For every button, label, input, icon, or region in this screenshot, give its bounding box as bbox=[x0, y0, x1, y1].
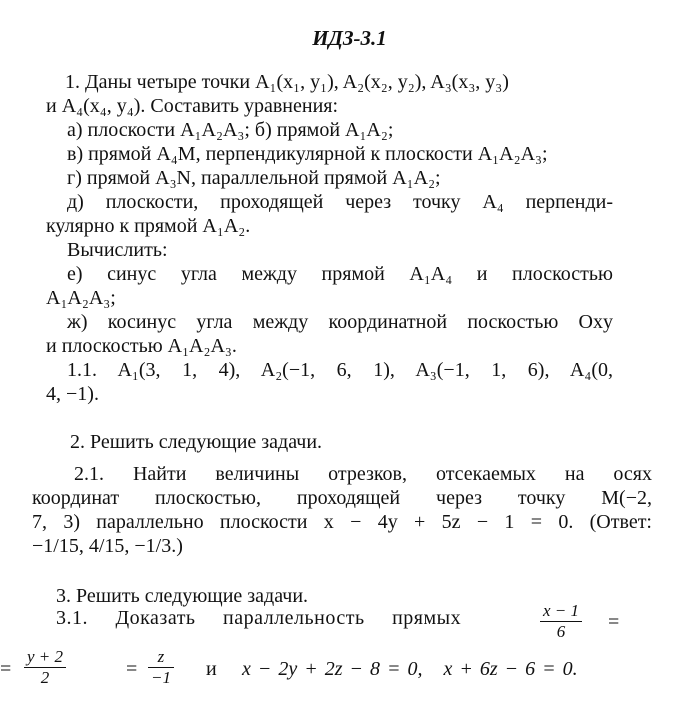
task1-line-9: е) синус угла между прямой A₁A₄ и плоскостью bbox=[67, 263, 613, 285]
task3-line-2-equals: = bbox=[0, 658, 12, 680]
task3-fraction-x bbox=[540, 601, 582, 642]
task1-line-2: и A₄(x₄, y₄). Составить уравнения: bbox=[46, 95, 339, 117]
task1-variant-line-2: 4, −1). bbox=[46, 383, 99, 405]
task2-line-1: 2.1. Найти величины отрезков, отсекаемых на осях bbox=[74, 463, 652, 485]
page-title: ИДЗ-3.1 bbox=[312, 26, 387, 50]
task1-line-6: д) плоскости, проходящей через точку A₄ перпенди- bbox=[67, 191, 613, 213]
task1-line-10: A₁A₂A₃; bbox=[46, 287, 116, 309]
task3-equations: x − 2y + 2z − 8 = 0, x + 6z − 6 = 0. bbox=[242, 658, 578, 680]
task3-line-1-text: 3.1. Доказать параллельность прямых bbox=[56, 607, 462, 629]
task3-conjunction: и bbox=[206, 658, 217, 680]
fraction-z-numerator: z bbox=[148, 647, 174, 668]
fraction-x-numerator: x − 1 bbox=[540, 601, 582, 622]
fraction-y-denominator: 2 bbox=[40, 668, 50, 687]
task1-line-3: а) плоскости A₁A₂A₃; б) прямой A₁A₂; bbox=[67, 119, 394, 141]
fraction-z-denominator: −1 bbox=[151, 668, 171, 687]
task3-equals-sign-2: = bbox=[126, 658, 138, 680]
task2-line-3: 7, 3) параллельно плоскости x − 4y + 5z − 1 = 0. (Ответ: bbox=[32, 511, 652, 533]
task1-line-8: Вычислить: bbox=[67, 239, 168, 261]
task3-header: 3. Решить следующие задачи. bbox=[56, 585, 309, 607]
fraction-y-numerator: y + 2 bbox=[24, 647, 66, 668]
task1-line-12: и плоскостью A₁A₂A₃. bbox=[46, 335, 237, 357]
task2-line-2: координат плоскостью, проходящей через точку M(−2, bbox=[32, 487, 652, 509]
task2-header: 2. Решить следующие задачи. bbox=[70, 431, 323, 453]
fraction-x-denominator: 6 bbox=[556, 622, 566, 641]
task2-line-4: −1/15, 4/15, −1/3.) bbox=[32, 535, 183, 557]
task3-fraction-z bbox=[148, 647, 174, 688]
task1-variant-line-1: 1.1. A₁(3, 1, 4), A₂(−1, 6, 1), A₃(−1, 1, 6), A₄(0, bbox=[67, 359, 613, 381]
task1-line-11: ж) косинус угла между координатной поскостью Oxy bbox=[67, 311, 613, 333]
task1-line-5: г) прямой A₃N, параллельной прямой A₁A₂; bbox=[67, 167, 441, 189]
task3-fraction-y bbox=[24, 647, 66, 688]
task3-equals-sign: = bbox=[608, 611, 620, 633]
task1-line-4: в) прямой A₄M, перпендикулярной к плоскости A₁A₂A₃; bbox=[67, 143, 548, 165]
task1-line-1: 1. Даны четыре точки A₁(x₁, y₁), A₂(x₂, y₂), A₃(x₃, y₃) bbox=[65, 71, 509, 93]
task1-line-7: кулярно к прямой A₁A₂. bbox=[46, 215, 251, 237]
